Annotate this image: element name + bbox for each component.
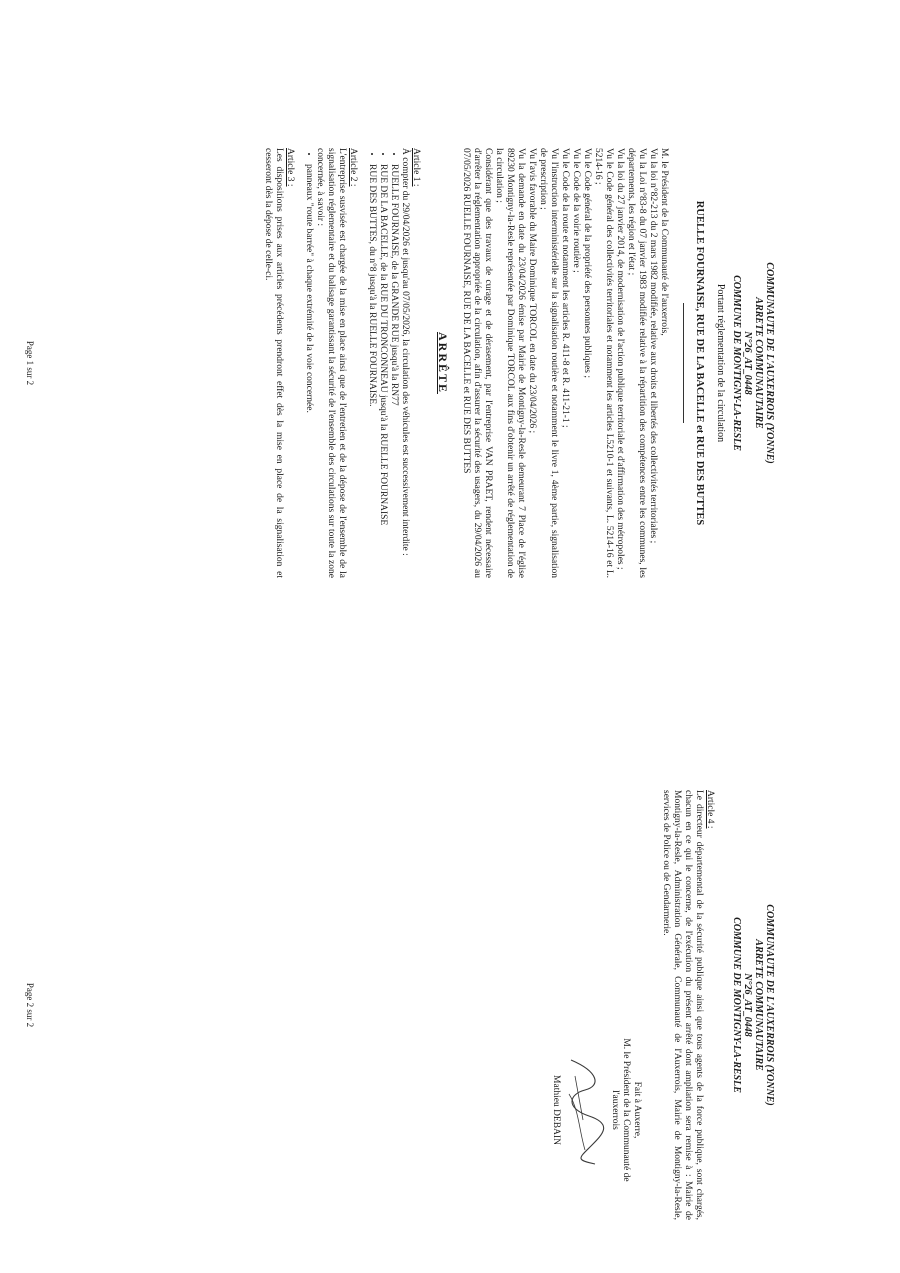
article-1-list: [366, 148, 399, 578]
considerant: Vu le Code de la route et notamment les articles R. 411-8 et R. 411-21-1 ;: [560, 148, 570, 428]
list-item: • RUE DE LA BACELLE, de la RUE DU TRONCONNEAU jusqu'à la RUELLE FOURNAISE: [377, 164, 388, 578]
page1-header: [731, 148, 775, 578]
arrete-heading: ARRÊTE: [436, 331, 450, 394]
signature-place: Fait à Auxerre,: [632, 1081, 642, 1139]
article-1-title: Article 1 :: [411, 148, 421, 187]
article-1: [366, 148, 421, 578]
document-number: N°26_AT_0448: [742, 973, 753, 1037]
article-3-title: Article 3 :: [285, 148, 295, 187]
street-title: RUELLE FOURNAISE, RUE DE LA BACELLE et RUE DES BUTTES: [694, 200, 705, 526]
considerant: Vu le Code général des collectivités territoriales et notamment les articles L5210-1 et suivants, L. 5214-16 et L. 5214-16 ;: [593, 148, 614, 578]
article-2-text: L'entreprise susvisée est chargée de la mise en place ainsi que de l'entretien et de la dépose de l'ensemble de la signalisation réglementaire et du balisage garantissant la sécurité de l'ensemble des circulations sur toute la zone concernée, à savoir :: [315, 148, 347, 578]
considerant: Vu le Code général de la propriété des personnes publiques ;: [582, 148, 592, 378]
page-1-footer: Page 1 sur 2: [25, 340, 35, 386]
article-2-list: [303, 148, 314, 578]
considerant: Vu l'instruction interministérielle sur la signalisation routière et notamment le livre 1, 4ème partie, signalisation de prescription ;: [538, 148, 559, 578]
commune-name: COMMUNE DE MONTIGNY-LA-RESLE: [731, 275, 742, 451]
article-4: [660, 790, 715, 1220]
page-2-footer: Page 2 sur 2: [25, 982, 35, 1028]
document-type: ARRETE COMMUNAUTAIRE: [753, 297, 764, 429]
signature-role: l'auxerrois: [610, 1090, 620, 1130]
list-item: • panneaux "route barrée" à chaque extrémité de la voie concernée.: [303, 164, 314, 578]
page-1: [15, 148, 775, 578]
considerant: Considérant que des travaux de curage et de dérasement, par l'entreprise VAN PRAET, rendent nécessaire d'arrêter la réglementation appropriée de la circulation, afin d'assurer la sécurité des usagers, du 29/04/2026 au 07/05/2026 RUELLE FOURNAISE, RUE DE LA BACELLE et RUE DES BUTTES: [461, 148, 493, 578]
document-number: N°26_AT_0448: [742, 331, 753, 395]
considerant: Vu la loi n°82-213 du 2 mars 1982 modifiée, relative aux droits et libertés des collectivités territoriales ;: [648, 148, 658, 544]
considerant: Vu la loi du 27 janvier 2014, de modernisation de l'action publique territoriale et d'affirmation des métropoles ;: [615, 148, 625, 570]
article-1-text: À compter du 29/04/2026 et jusqu'au 07/05/2026, la circulation des véhicules est successivement interdite :: [400, 148, 410, 556]
considerants-block: [460, 148, 669, 578]
document-type: ARRETE COMMUNAUTAIRE: [753, 939, 764, 1071]
article-3: [262, 148, 295, 578]
considerant: Vu la demande en date du 23/04/2026 émise par Mairie de Montigny-la-Resle demeurant 7 Place de l'église 89230 Montigny-la-Resle représentée par Dominique TORCOL aux fins d'obtenir un arrêté de réglementation de la circulation ;: [494, 148, 526, 578]
handwritten-signature: [563, 1050, 605, 1170]
intro-line: M. le Président de la Communauté de l'auxerrois,: [659, 148, 669, 336]
org-title: COMMUNAUTE DE L'AUXERROIS (YONNE): [764, 904, 775, 1106]
commune-name: COMMUNE DE MONTIGNY-LA-RESLE: [731, 917, 742, 1093]
article-3-text: Les dispositions prises aux articles précédents prendront effet dès la mise en place de la signalisation et cesseront dès la dépose de celle-ci.: [263, 148, 284, 578]
page-2: [15, 790, 775, 1220]
title-divider: [683, 303, 684, 423]
article-2: [303, 148, 358, 578]
page2-header: [731, 790, 775, 1220]
signatory-name: Mathieu DEBAIN: [551, 1075, 561, 1145]
article-2-title: Article 2 :: [348, 148, 358, 187]
org-title: COMMUNAUTE DE L'AUXERROIS (YONNE): [764, 262, 775, 464]
list-item: • RUELLE FOURNAISE, de la GRANDE RUE jusqu'à la RN77: [388, 164, 399, 578]
article-4-text: Le directeur départemental de la sécurité publique ainsi que tous agents de la force publique, sont chargés, chacun en ce qui le concerne, de l'exécution du présent arrêté dont ampliation sera remise à : Mairie de Montigny-la-Resle, Administration Générale, Communauté de l'Auxerrois, Mairie de Montigny-la-Resle, services de Police ou de Gendarmerie.: [661, 790, 704, 1220]
considerant: Vu l'avis favorable du Maire Dominique TORCOL en date du 23/04/2026 ;: [527, 148, 537, 434]
list-item: • RUE DES BUTTES, du n°8 jusqu'à la RUELLE FOURNAISE.: [366, 164, 377, 578]
signature-block: [550, 1020, 642, 1200]
subtitle: Portant réglementation de la circulation: [715, 283, 726, 443]
considerant: Vu le Code de la voirie routière ;: [571, 148, 581, 273]
signature-role: M. le Président de la Communauté de: [621, 1038, 631, 1182]
considerant: Vu la Loi n°83-8 du 07 janvier 1983 modifiée relative à la répartition des compétences entre les communes, les départements, les région et l'état ;: [626, 148, 647, 578]
article-4-title: Article 4 :: [705, 790, 715, 829]
